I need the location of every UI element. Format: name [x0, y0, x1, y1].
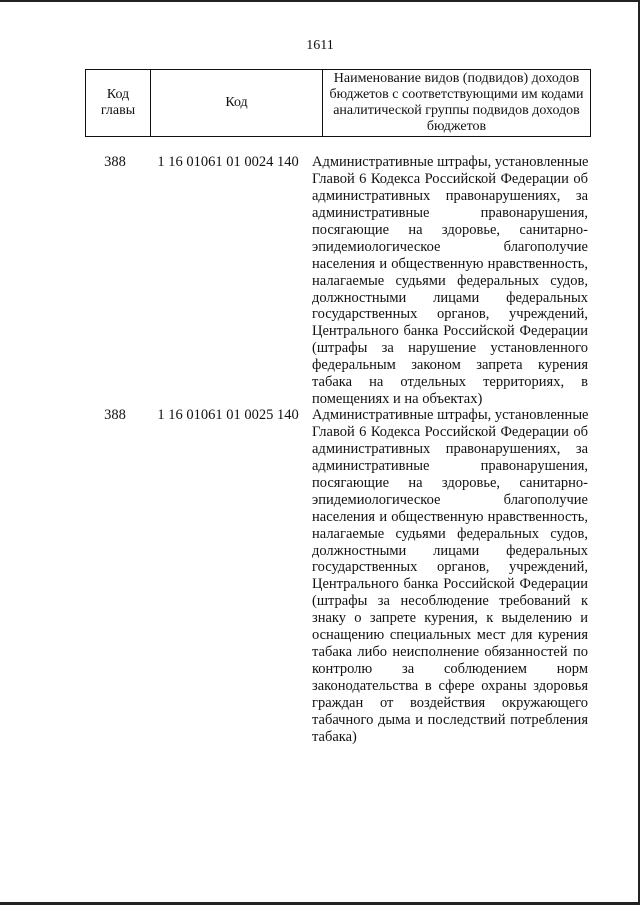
name-line: должностными лицами федеральных [312, 542, 588, 559]
row-income-name [312, 407, 588, 746]
name-line: Административные штрафы, установленные [312, 154, 589, 170]
header-chapter-code [86, 70, 151, 137]
name-line: административные правонарушения, [312, 204, 588, 221]
name-line: населения и общественную нравственность, [312, 508, 588, 525]
name-line: налагаемые судьями федеральных судов, [312, 272, 588, 289]
name-line: табака либо неисполнение обязанностей по [312, 644, 588, 661]
name-line: государственных органов, учреждений, [312, 559, 588, 576]
header-name [323, 70, 591, 137]
row-income-code: 1 16 01061 01 0024 140 [157, 154, 299, 170]
table-header [85, 69, 591, 137]
name-line: Центрального банка Российской Федерации [312, 576, 588, 593]
name-line: посягающие на здоровье, санитарно- [312, 474, 588, 491]
name-line: федеральным законом запрета курения [312, 357, 588, 374]
name-line: табака) [312, 728, 357, 745]
name-line: (штрафы за нарушение установленного [312, 340, 588, 357]
header-name-line: Наименование видов (подвидов) доходов [333, 71, 580, 86]
header-code: Код [151, 70, 323, 137]
name-line: табачного дыма и последствий потребления [312, 711, 588, 728]
header-chapter-line: Код [106, 87, 130, 102]
name-line: посягающие на здоровье, санитарно- [312, 221, 588, 238]
page-number: 1611 [306, 38, 334, 53]
name-line: должностными лицами федеральных [312, 289, 588, 306]
name-line: оснащению специальных мест для курения [312, 627, 588, 644]
name-line: контролю за соблюдением норм [312, 661, 588, 678]
name-line: административных правонарушениях, за [312, 440, 588, 457]
scan-edge-top [0, 0, 640, 2]
name-line: помещениях и на объектах) [312, 391, 483, 408]
name-line: населения и общественную нравственность, [312, 255, 588, 272]
name-line: табака на отдельных территориях, в [312, 374, 588, 391]
name-line: граждан от воздействия окружающего [312, 694, 588, 711]
name-line: Главой 6 Кодекса Российской Федерации об [312, 423, 588, 440]
header-name-line: бюджетов [426, 119, 487, 134]
row-chapter-code: 388 [104, 154, 126, 170]
name-line: Административные штрафы, установленные [312, 407, 589, 423]
row-chapter-code: 388 [104, 407, 126, 423]
name-line: налагаемые судьями федеральных судов, [312, 525, 588, 542]
row-income-code: 1 16 01061 01 0025 140 [157, 407, 299, 423]
name-line: Центрального банка Российской Федерации [312, 323, 588, 340]
name-line: государственных органов, учреждений, [312, 306, 588, 323]
row-income-name [312, 154, 588, 408]
name-line: эпидемиологическое благополучие [312, 238, 588, 255]
name-line: административные правонарушения, [312, 457, 588, 474]
name-line: эпидемиологическое благополучие [312, 491, 588, 508]
name-line: знаку о запрете курения, к выделению и [312, 610, 588, 627]
name-line: Главой 6 Кодекса Российской Федерации об [312, 170, 588, 187]
header-chapter-line: главы [100, 103, 136, 118]
header-name-line: аналитической группы подвидов доходов [333, 103, 580, 118]
name-line: законодательства в сфере охраны здоровья [312, 678, 588, 694]
name-line: административных правонарушениях, за [312, 187, 588, 204]
header-name-line: бюджетов с соответствующими им кодами [329, 87, 584, 102]
name-line: (штрафы за несоблюдение требований к [312, 593, 588, 610]
